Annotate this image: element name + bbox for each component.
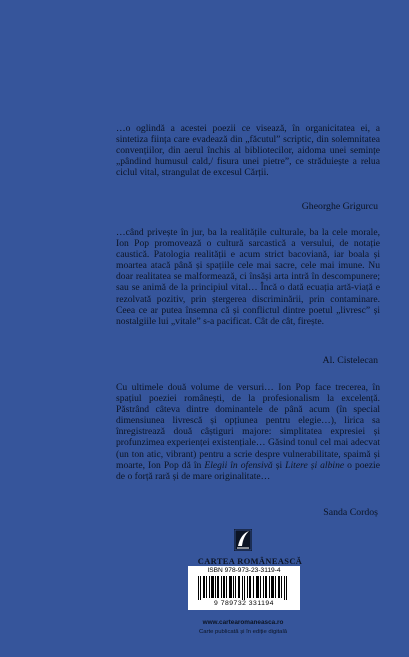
- quote-cordos-conj: și: [272, 459, 286, 471]
- author-cistelecan: Al. Cistelecan: [322, 355, 378, 366]
- quote-cordos-part2: o poezie de o forță rară și de mare originalitate…: [116, 459, 380, 482]
- barcode-digits: 9 789732 331194: [214, 600, 274, 607]
- publisher-logo-icon: [232, 527, 254, 553]
- barcode-icon: [198, 576, 290, 600]
- publisher-website: www.cartearomaneasca.ro: [202, 619, 284, 626]
- isbn-barcode-box: [188, 566, 300, 610]
- quote-cistelecan: …când privește în jur, ba la realitățile culturale, ba la cele morale, Ion Pop promovează o cultură sarcastică a versului, de notație caustică. Patologia realității e acum strict bacoviană, iar boala și moartea atacă până și spațiile cele mai sacre, cele mai imune. Nu doar realitatea se malformează, ci însăși arta intră în descompunere; sau se animă de la principiul vital… Încă o dată ecuația artă-viață e rezolvată pozitiv, prin ștergerea discriminării, prin contaminare. Ceea ce ar putea însemna că și conflictul dintre poetul „livresc” și nostalgiile lui „vitale” s-a pacificat. Cât de cât, firește.: [116, 227, 380, 327]
- author-grigurcu: Gheorghe Grigurcu: [301, 201, 378, 212]
- book-title-litere: Litere și albine: [285, 459, 345, 471]
- digital-edition-note: Carte publicată și în ediție digitală: [198, 629, 288, 635]
- book-title-elegii: Elegii în ofensivă: [204, 459, 273, 471]
- quote-cordos: [116, 382, 380, 482]
- author-cordos: Sanda Cordoș: [323, 507, 378, 518]
- isbn-number: ISBN 978-973-23-3119-4: [207, 567, 281, 574]
- quote-cordos-part1: Cu ultimele două volume de versuri… Ion Pop face trecerea, în spațiul poeziei românești, de la profesionalism la excelență. Păstrând câteva dintre dominantele de până acum (în special dimensiunea livrescă și opțiunea pentru elegie…), lirica sa înregistrează două câștiguri majore: simplitatea expresiei și profunzimea experienței existențiale… Găsind tonul cel mai adecvat (un ton atic, vibrant) pentru a scrie despre vulnerabilitate, spaimă și moarte, Ion Pop dă în: [116, 382, 380, 471]
- publisher-name: CARTEA ROMÂNEASCĂ: [197, 557, 303, 566]
- quote-grigurcu: …o oglindă a acestei poezii ce visează, în organicitatea ei, a sintetiza ființa care evadează din „făcutul” scriptic, din solemnitatea convențiilor, din aerul închis al bibliotecilor, aidoma unei semințe „pândind humusul cald,/ fisura unei pietre”, ce străduiește a relua ciclul vital, strangulat de excesul Cărții.: [116, 123, 380, 179]
